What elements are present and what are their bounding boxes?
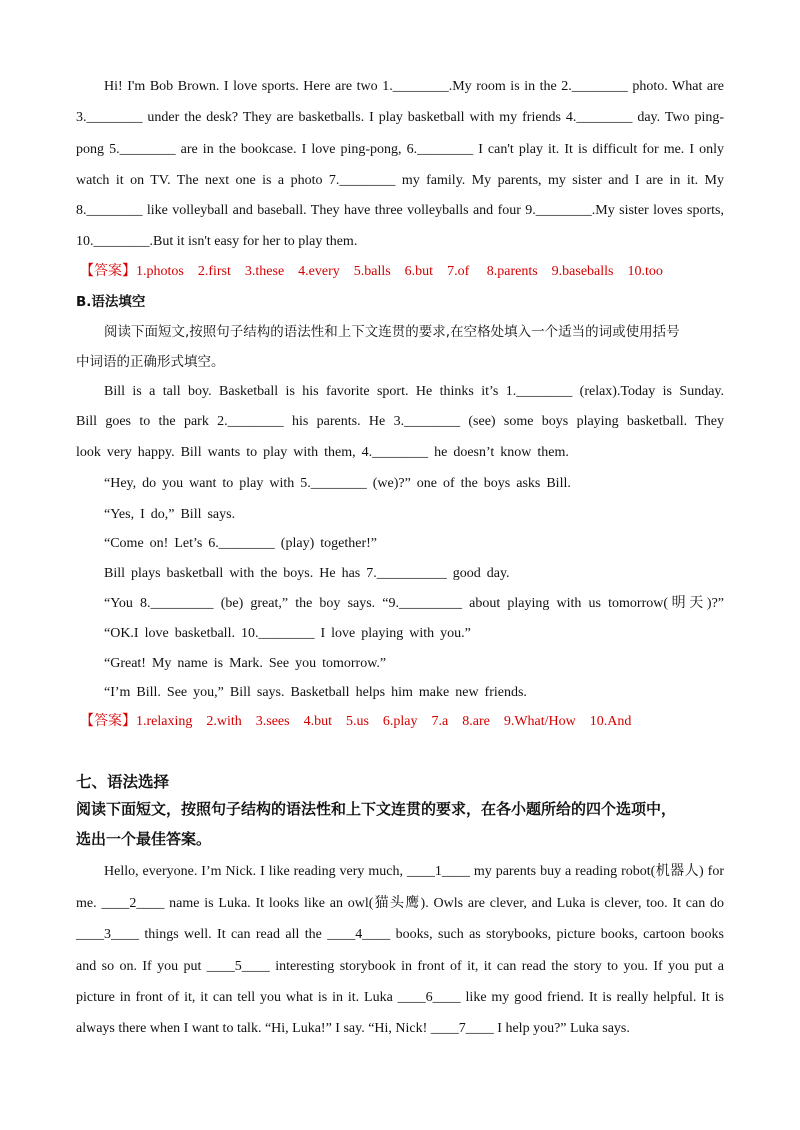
passage-a-answer: 【答案】1.photos 2.first 3.these 4.every 5.balls 6.but 7.of 8.parents 9.baseballs 10.too bbox=[80, 264, 663, 279]
section-7-instruction-1: 阅读下面短文，按照句子结构的语法性和上下文连贯的要求，在各小题所给的四个选项中， bbox=[76, 800, 677, 818]
section-7-line-4: and so on. If you put ____5____ interesting storybook in front of it, it can read the story to you. If you put a bbox=[76, 959, 724, 974]
section-b-line-9: “OK.I love basketball. 10.________ I love playing with you.” bbox=[104, 626, 471, 641]
section-b-line-10: “Great! My name is Mark. See you tomorrow.” bbox=[104, 656, 387, 671]
section-7-title: 七、语法选择 bbox=[76, 773, 170, 791]
section-b-line-1: Bill is a tall boy. Basketball is his favorite sport. He thinks it’s 1.________ (relax).Today is Sunday. bbox=[104, 384, 724, 399]
section-b-instruction-2: 中词语的正确形式填空。 bbox=[76, 354, 225, 370]
section-b-line-2: Bill goes to the park 2.________ his parents. He 3.________ (see) some boys playing basketball. They bbox=[76, 414, 724, 429]
section-b-line-8: “You 8._________ (be) great,” the boy says. “9._________ about playing with us tomorrow(明天)?” bbox=[104, 596, 724, 611]
passage-a-line-1: Hi! I'm Bob Brown. I love sports. Here are two 1.________.My room is in the 2.________ photo. What are bbox=[104, 79, 724, 94]
section-b-line-3: look very happy. Bill wants to play with them, 4.________ he doesn’t know them. bbox=[76, 445, 569, 460]
passage-a-line-4: watch it on TV. The next one is a photo 7.________ my family. My parents, my sister and I are in it. My bbox=[76, 173, 724, 188]
passage-a-line-5: 8.________ like volleyball and baseball. They have three volleyballs and four 9.________.My sister loves sports, bbox=[76, 203, 724, 218]
section-7-line-5: picture in front of it, it can tell you what is in it. Luka ____6____ like my good friend. It is really helpful. It is bbox=[76, 990, 724, 1005]
section-b-instruction-1: 阅读下面短文,按照句子结构的语法性和上下文连贯的要求,在空格处填入一个适当的词或使用括号 bbox=[104, 324, 680, 340]
section-b-line-5: “Yes, I do,” Bill says. bbox=[104, 507, 236, 522]
section-b-line-4: “Hey, do you want to play with 5.________ (we)?” one of the boys asks Bill. bbox=[104, 476, 571, 491]
section-b-line-6: “Come on! Let’s 6.________ (play) together!” bbox=[104, 536, 377, 551]
section-7-instruction-2: 选出一个最佳答案。 bbox=[76, 830, 212, 848]
section-b-answer: 【答案】1.relaxing 2.with 3.sees 4.but 5.us 6.play 7.a 8.are 9.What/How 10.And bbox=[80, 714, 632, 729]
passage-a-line-6: 10.________.But it isn't easy for her to play them. bbox=[76, 234, 358, 249]
passage-a-line-2: 3.________ under the desk? They are basketballs. I play basketball with my friends 4.________ day. Two ping- bbox=[76, 110, 724, 125]
section-7-line-1: Hello, everyone. I’m Nick. I like reading very much, ____1____ my parents buy a reading robot(机器人) for bbox=[104, 864, 724, 879]
section-7-line-6: always there when I want to talk. “Hi, Luka!” I say. “Hi, Nick! ____7____ I help you?” Luka says. bbox=[76, 1021, 630, 1036]
section-b-line-7: Bill plays basketball with the boys. He has 7.__________ good day. bbox=[104, 566, 510, 581]
section-7-line-3: ____3____ things well. It can read all the ____4____ books, such as storybooks, picture books, cartoon books bbox=[76, 927, 724, 942]
section-b-line-11: “I’m Bill. See you,” Bill says. Basketball helps him make new friends. bbox=[104, 685, 527, 700]
section-7-line-2: me. ____2____ name is Luka. It looks like an owl(猫头鹰). Owls are clever, and Luka is clever, too. It can do bbox=[76, 896, 724, 911]
section-b-title: B.语法填空 bbox=[76, 294, 146, 310]
passage-a-line-3: pong 5.________ are in the bookcase. I love ping-pong, 6.________ I can't play it. It is difficult for me. I only bbox=[76, 142, 724, 157]
